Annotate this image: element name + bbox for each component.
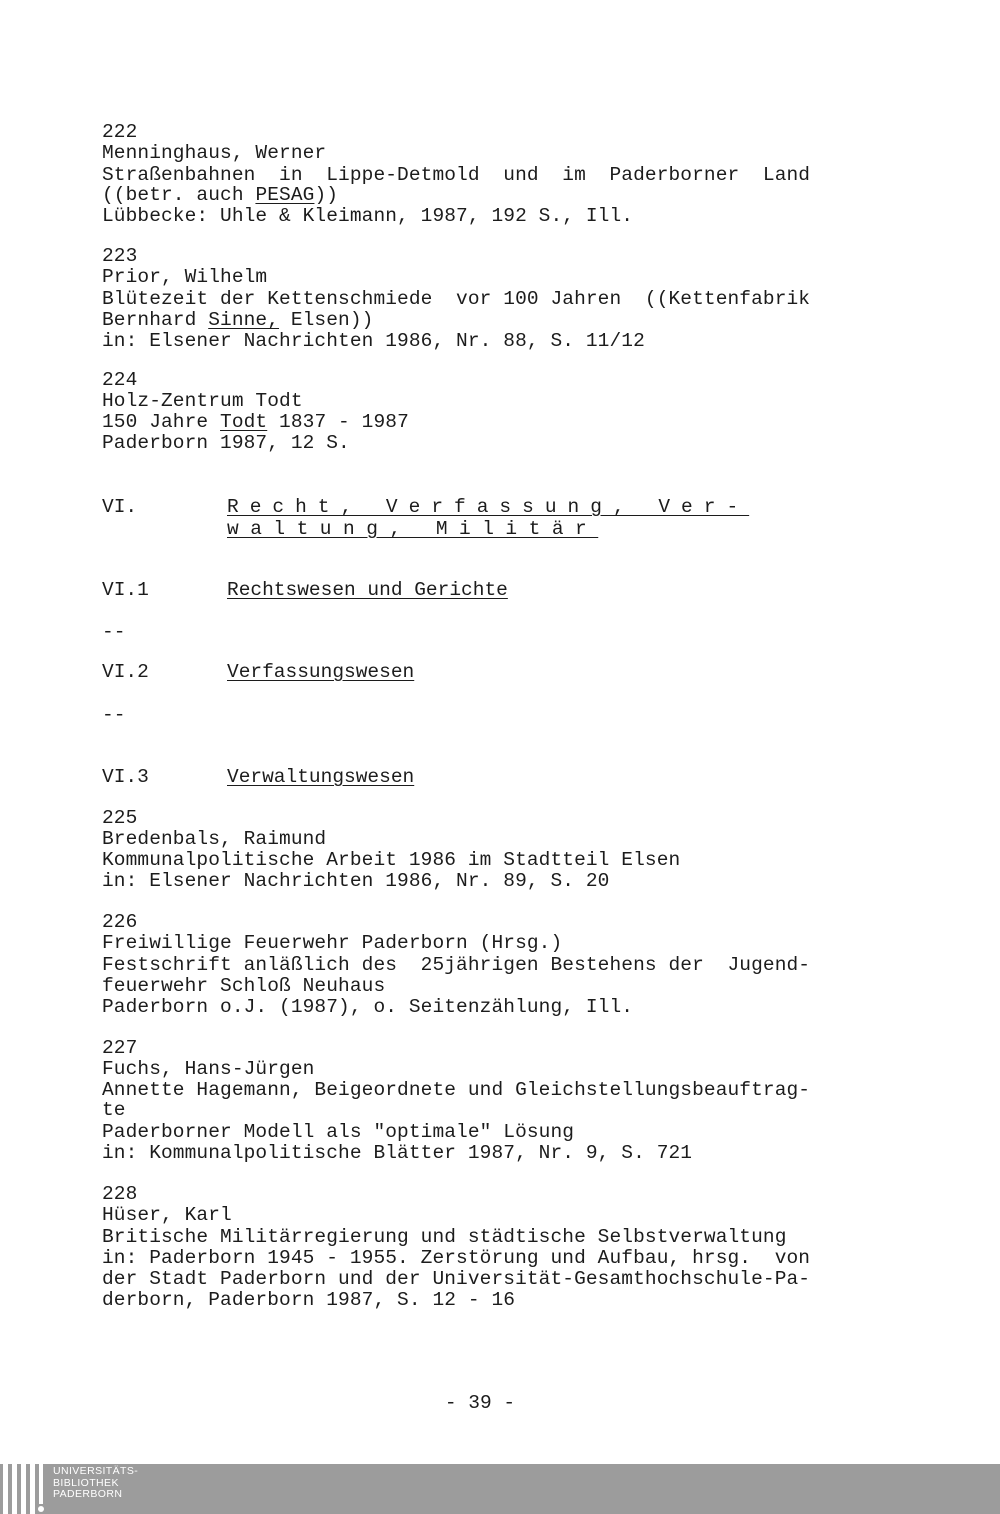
entry-number: 225 (102, 807, 138, 829)
entry-title-continued: ((betr. auch PESAG)) (102, 184, 339, 206)
entry-subtitle: Paderborner Modell als "optimale" Lösung (102, 1121, 575, 1143)
entry-number: 228 (102, 1183, 138, 1205)
underlined-name: PESAG (255, 184, 315, 206)
subsection-title: Verwaltungswesen (227, 766, 415, 788)
subsection-number: VI.1 (102, 579, 149, 601)
entry-author: Menninghaus, Werner (102, 142, 327, 164)
subsection-title: Verfassungswesen (227, 661, 415, 683)
entry-author: Prior, Wilhelm (102, 266, 268, 288)
entry-publication-continued: derborn, Paderborn 1987, S. 12 - 16 (102, 1289, 516, 1311)
entry-publication: in: Elsener Nachrichten 1986, Nr. 88, S. 11/12 (102, 330, 645, 352)
library-logo-icon (0, 1464, 52, 1514)
entry-publication: in: Elsener Nachrichten 1986, Nr. 89, S. 20 (102, 870, 610, 892)
entry-publication: Paderborn o.J. (1987), o. Seitenzählung, Ill. (102, 996, 634, 1018)
underlined-name: Todt (220, 411, 268, 433)
library-footer-bar (0, 1464, 1000, 1514)
entry-author: Freiwillige Feuerwehr Paderborn (Hrsg.) (102, 932, 563, 954)
entry-author: Fuchs, Hans-Jürgen (102, 1058, 315, 1080)
entry-number: 223 (102, 245, 138, 267)
entry-publication: Lübbecke: Uhle & Kleimann, 1987, 192 S., Ill. (102, 205, 634, 227)
entry-publication: Paderborn 1987, 12 S. (102, 432, 350, 454)
subsection-number: VI.3 (102, 766, 149, 788)
underlined-name: Sinne, (208, 309, 280, 331)
entry-title-continued: Bernhard Sinne, Elsen)) (102, 309, 374, 331)
section-number: VI. (102, 496, 138, 518)
entry-title: Straßenbahnen in Lippe-Detmold und im Paderborner Land (102, 164, 811, 186)
entry-publication: in: Paderborn 1945 - 1955. Zerstörung und Aufbau, hrsg. von (102, 1247, 811, 1269)
section-title-continued: waltung, Militär (227, 518, 599, 540)
entry-title: Festschrift anläßlich des 25jährigen Bestehens der Jugend- (102, 954, 811, 976)
entry-publication: in: Kommunalpolitische Blätter 1987, Nr. 9, S. 721 (102, 1142, 693, 1164)
entry-title: Annette Hagemann, Beigeordnete und Gleichstellungsbeauftrag- (102, 1079, 811, 1101)
library-logo-text: UNIVERSITÄTS- BIBLIOTHEK PADERBORN (53, 1465, 139, 1500)
entry-number: 227 (102, 1037, 138, 1059)
subsection-empty-marker: -- (102, 621, 126, 643)
entry-title-continued: te (102, 1099, 126, 1121)
subsection-number: VI.2 (102, 661, 149, 683)
entry-publication-continued: der Stadt Paderborn und der Universität-Gesamthochschule-Pa- (102, 1268, 811, 1290)
entry-title: Blütezeit der Kettenschmiede vor 100 Jahren ((Kettenfabrik (102, 288, 811, 310)
section-title: Recht, Verfassung, Ver- (227, 496, 750, 518)
entry-number: 222 (102, 121, 138, 143)
entry-number: 224 (102, 369, 138, 391)
entry-number: 226 (102, 911, 138, 933)
entry-title: Britische Militärregierung und städtische Selbstverwaltung (102, 1226, 787, 1248)
subsection-empty-marker: -- (102, 704, 126, 726)
entry-author: Bredenbals, Raimund (102, 828, 327, 850)
entry-author: Holz-Zentrum Todt (102, 390, 303, 412)
subsection-title: Rechtswesen und Gerichte (227, 579, 508, 601)
entry-title: 150 Jahre Todt 1837 - 1987 (102, 411, 409, 433)
entry-author: Hüser, Karl (102, 1204, 232, 1226)
entry-title-continued: feuerwehr Schloß Neuhaus (102, 975, 386, 997)
page-number: - 39 - (444, 1392, 516, 1414)
entry-title: Kommunalpolitische Arbeit 1986 im Stadtteil Elsen (102, 849, 681, 871)
